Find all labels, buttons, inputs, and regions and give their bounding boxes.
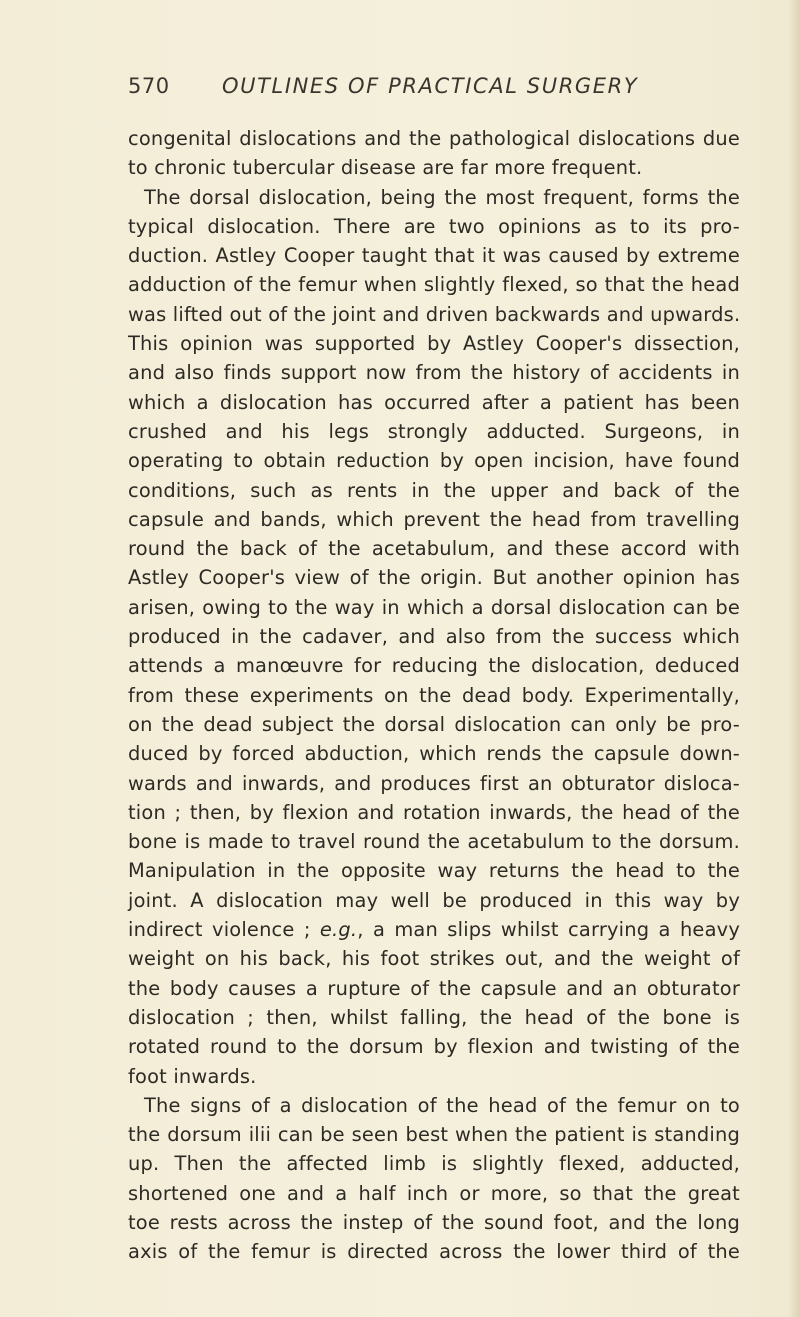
text-line: rotated round to the dorsum by flexion and twisting of the (128, 1035, 740, 1059)
text-line: dislocation ; then, whilst falling, the head of the bone is (128, 1005, 740, 1029)
text-line: duced by forced abduction, which rends the capsule down- (128, 742, 740, 766)
italic-abbreviation: e.g. (319, 918, 358, 942)
text-line: toe rests across the instep of the sound foot, and the long (128, 1210, 740, 1234)
text-line: the body causes a rupture of the capsule and an obturator (128, 976, 740, 1000)
text-line: was lifted out of the joint and driven backwards and upwards. (128, 302, 741, 326)
text-line: shortened one and a half inch or more, so that the great (128, 1181, 740, 1205)
text-line: to chronic tubercular disease are far more frequent. (128, 156, 643, 180)
text-line: congenital dislocations and the pathological dislocations due (128, 127, 740, 150)
text-line: typical dislocation. There are two opinions as to its pro- (128, 214, 740, 238)
text-line: which a dislocation has occurred after a patient has been (128, 390, 740, 414)
text-line: duction. Astley Cooper taught that it was caused by extreme (128, 244, 740, 268)
text-line: the dorsum ilii can be seen best when the patient is standing (128, 1123, 740, 1147)
text-line: arisen, owing to the way in which a dorsal dislocation can be (128, 595, 740, 619)
text-line: adduction of the femur when slightly flexed, so that the head (128, 273, 740, 297)
text-line: crushed and his legs strongly adducted. Surgeons, in (128, 419, 740, 443)
text-line: weight on his back, his foot strikes out, and the weight of (128, 947, 740, 971)
text-line: on the dead subject the dorsal dislocation can only be pro- (128, 712, 740, 736)
text-fragment: , a man slips whilst carrying a heavy (357, 918, 740, 942)
page-number: 570 (128, 74, 170, 98)
text-line: tion ; then, by flexion and rotation inwards, the head of the (128, 800, 740, 824)
text-line: foot inwards. (128, 1064, 257, 1088)
text-line: This opinion was supported by Astley Cooper's dissection, (128, 332, 740, 356)
text-line: capsule and bands, which prevent the head from travelling (128, 507, 740, 531)
text-fragment: indirect violence ; (128, 918, 320, 942)
text-line: conditions, such as rents in the upper and back of the (128, 478, 740, 502)
text-line: joint. A dislocation may well be produced in this way by (128, 888, 740, 912)
text-line: operating to obtain reduction by open incision, have found (128, 449, 740, 473)
text-line: The signs of a dislocation of the head of the femur on to (144, 1093, 740, 1117)
text-line: Manipulation in the opposite way returns the head to the (128, 859, 740, 883)
page-edge-shadow (788, 0, 800, 1317)
text-line: wards and inwards, and produces first an obturator disloca- (128, 771, 740, 795)
text-line: produced in the cadaver, and also from the success which (128, 625, 740, 649)
text-line: axis of the femur is directed across the lower third of the (128, 1240, 740, 1264)
text-line (128, 915, 740, 944)
text-line: round the back of the acetabulum, and these accord with (128, 537, 740, 561)
running-head (128, 74, 748, 102)
text-line: Astley Cooper's view of the origin. But another opinion has (128, 566, 740, 590)
running-title: OUTLINES OF PRACTICAL SURGERY (222, 74, 639, 98)
text-line: from these experiments on the dead body. Experimentally, (128, 683, 740, 707)
text-line: and also finds support now from the history of accidents in (128, 361, 740, 385)
text-line: up. Then the affected limb is slightly flexed, adducted, (128, 1152, 740, 1176)
text-line: bone is made to travel round the acetabulum to the dorsum. (128, 830, 740, 854)
body-text (128, 124, 740, 1267)
text-line: attends a manœuvre for reducing the dislocation, deduced (128, 654, 740, 678)
text-line: The dorsal dislocation, being the most frequent, forms the (144, 185, 740, 209)
